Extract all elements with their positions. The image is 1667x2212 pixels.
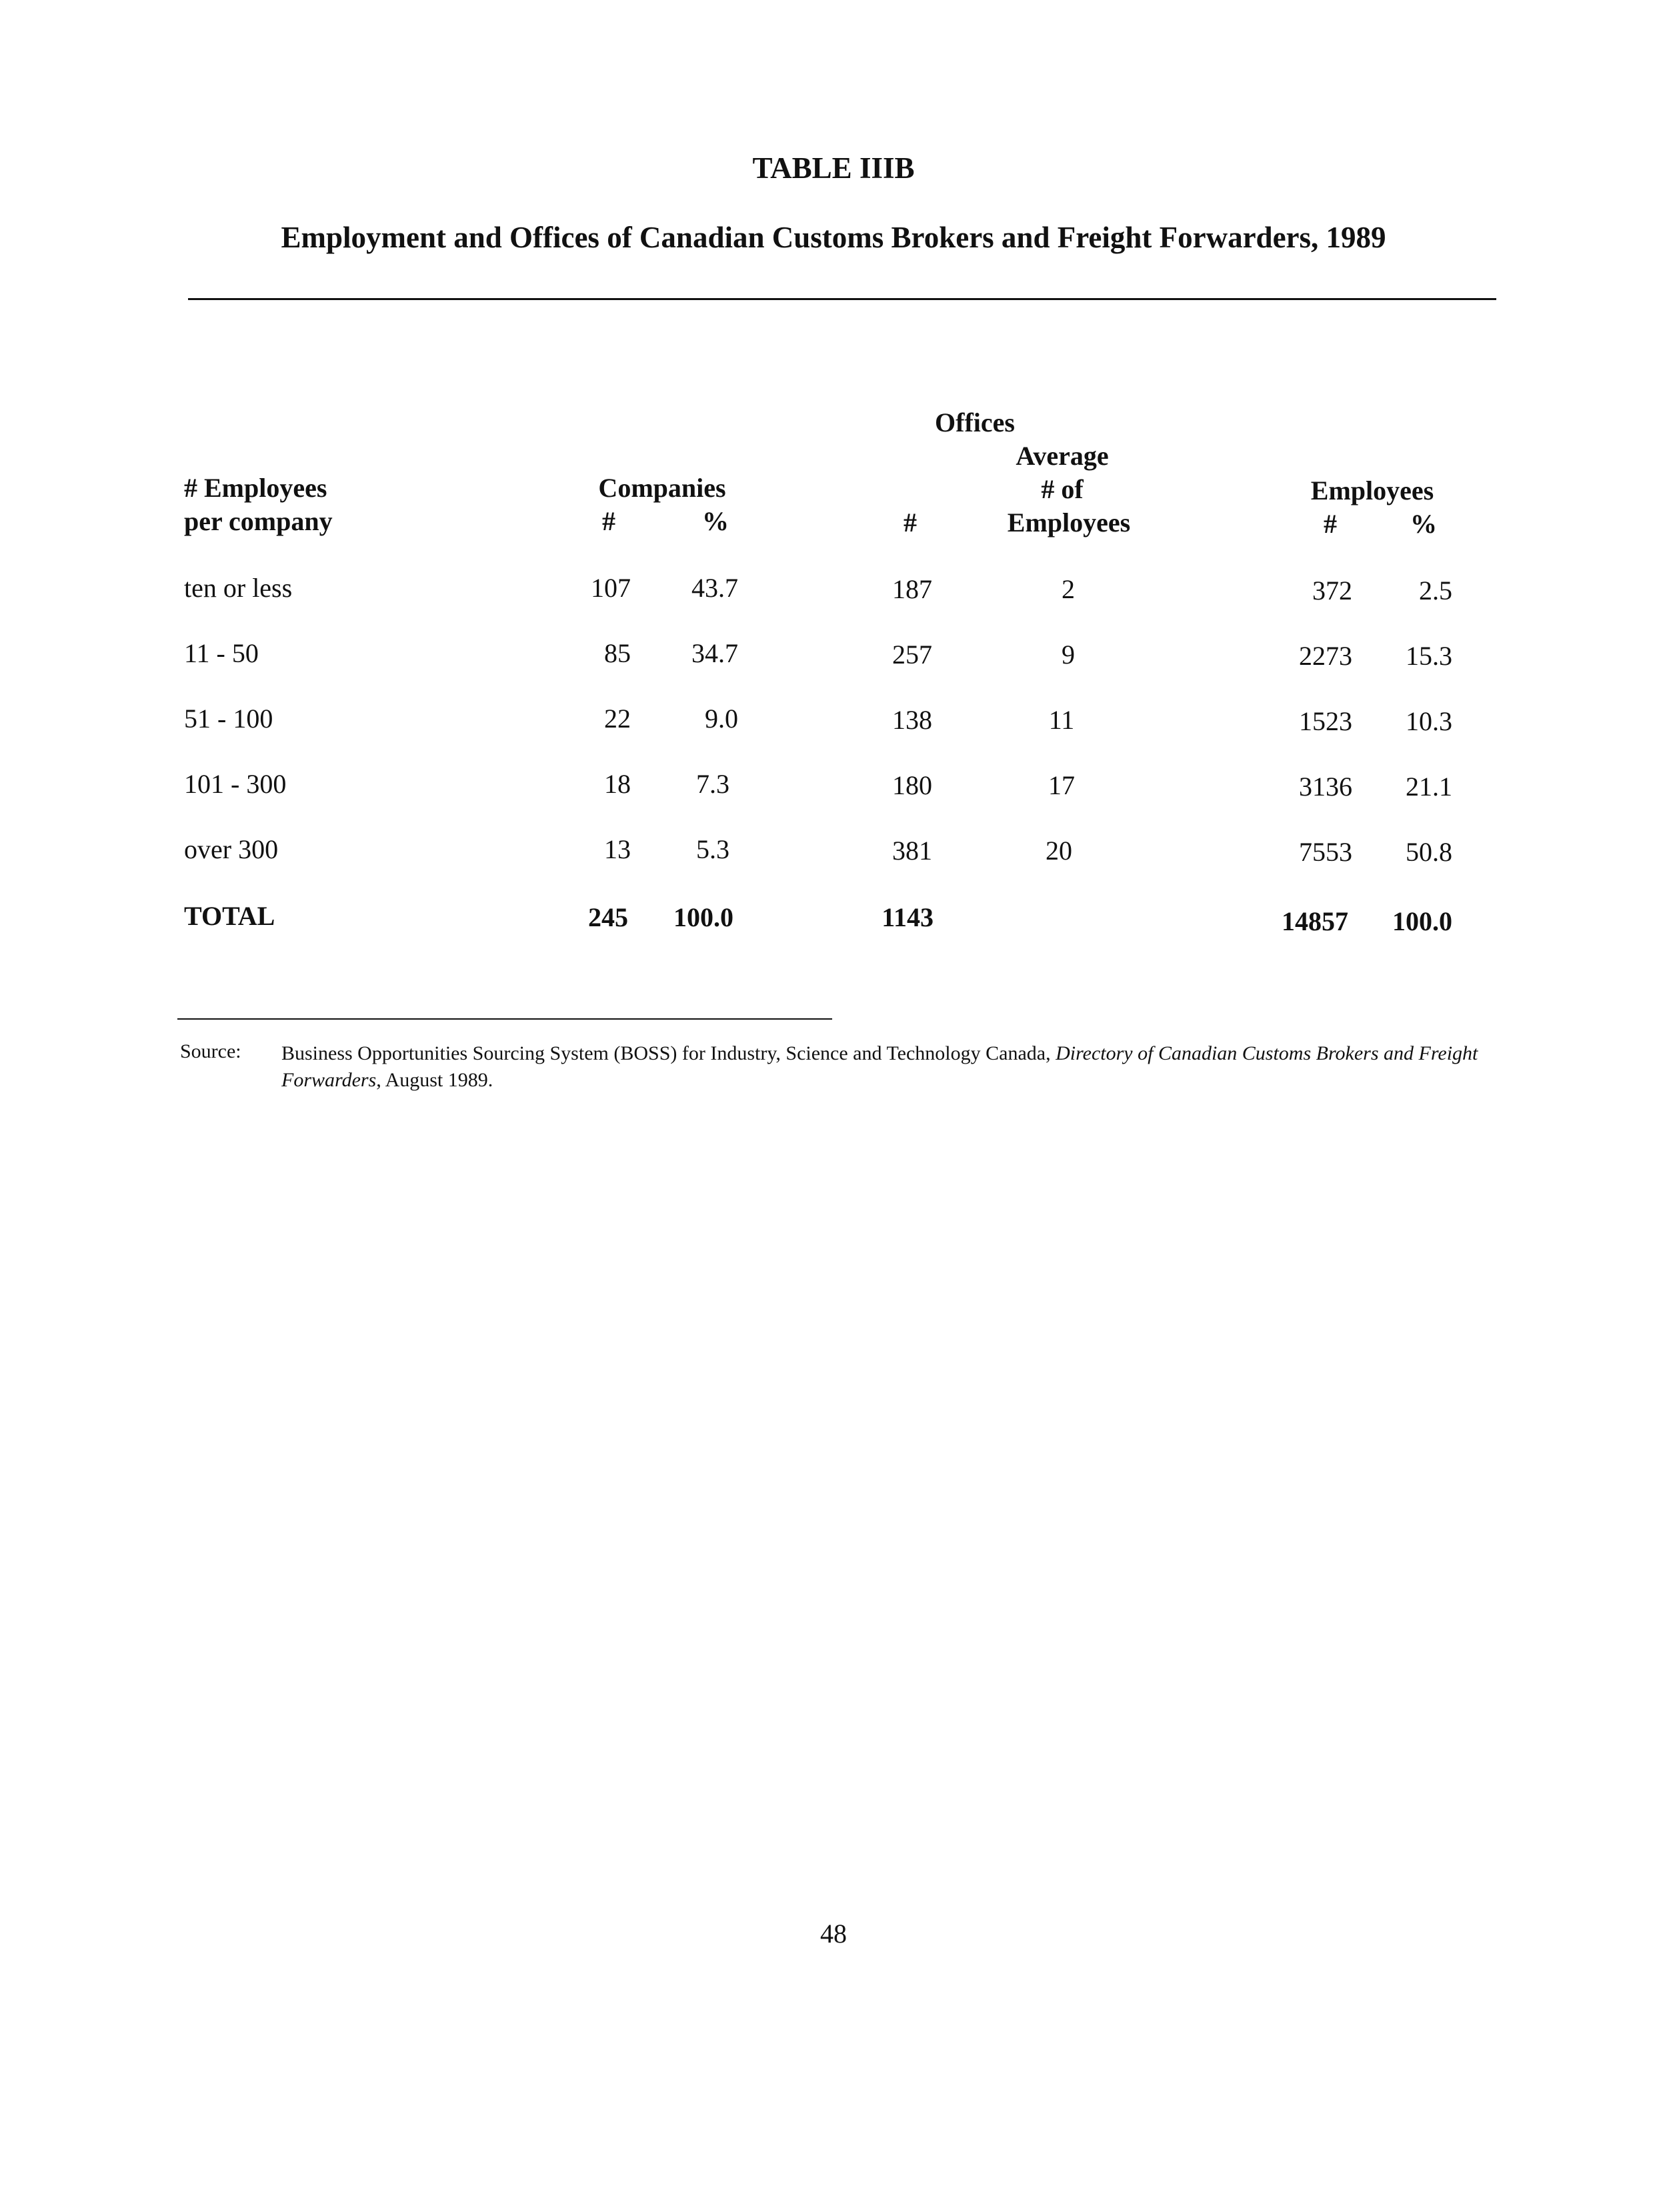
cell-avg-employees: 2	[1062, 574, 1075, 604]
header-employees: Employees	[1310, 475, 1434, 505]
cell-avg-employees: 17	[1048, 770, 1075, 800]
cell-employees-pct: 10.3	[1406, 706, 1452, 736]
cell-companies-num: 18	[604, 769, 631, 799]
cell-employees-pct: 2.5	[1419, 576, 1452, 606]
page-number: 48	[820, 1919, 847, 1949]
cell-employees-num: 3136	[1299, 772, 1352, 802]
cell-avg-employees: 11	[1048, 705, 1075, 735]
cell-companies-pct: 43.7	[691, 573, 738, 603]
source-text-italic: Directory of Canadian Customs Brokers and Freight Forwarders	[281, 1042, 1478, 1091]
title-rule	[188, 298, 1496, 300]
cell-avg-employees: 9	[1062, 640, 1075, 670]
source-rule	[177, 1018, 832, 1020]
header-offices: Offices	[935, 407, 1015, 437]
cell-companies-num: 13	[604, 834, 631, 864]
cell-employees-pct: 21.1	[1406, 772, 1452, 802]
table-label: TABLE IIIB	[752, 151, 915, 185]
row-label: 101 - 300	[184, 769, 287, 799]
header-employees-per-company-line2: per company	[184, 506, 333, 536]
cell-offices-num: 180	[892, 770, 932, 800]
total-employees-num: 14857	[1282, 906, 1348, 936]
cell-companies-num: 107	[591, 573, 631, 603]
source-note	[281, 1040, 1495, 1094]
total-companies-pct: 100.0	[673, 902, 733, 932]
cell-avg-employees: 20	[1046, 836, 1072, 866]
row-label: 51 - 100	[184, 704, 273, 734]
table-title: Employment and Offices of Canadian Customs Brokers and Freight Forwarders, 1989	[281, 221, 1386, 254]
source-text-plain: Business Opportunities Sourcing System (BOSS) for Industry, Science and Technology Canada,	[281, 1042, 1051, 1064]
row-label: ten or less	[184, 573, 293, 603]
total-companies-num: 245	[588, 902, 628, 932]
total-offices-num: 1143	[882, 902, 934, 932]
cell-companies-num: 22	[604, 704, 631, 734]
header-companies: Companies	[598, 473, 726, 503]
cell-offices-num: 257	[892, 640, 932, 670]
header-average-line3: Employees	[1007, 507, 1131, 537]
total-label: TOTAL	[184, 901, 275, 931]
header-average-line2: # of	[1041, 474, 1084, 504]
header-companies-num: #	[602, 506, 615, 536]
header-offices-num: #	[904, 507, 917, 537]
header-employees-per-company-line1: # Employees	[184, 473, 327, 503]
header-employees-pct: %	[1410, 509, 1437, 539]
source-text-end: , August 1989.	[376, 1069, 493, 1091]
cell-companies-pct: 34.7	[691, 638, 738, 668]
cell-employees-num: 372	[1312, 576, 1352, 606]
header-average-line1: Average	[1016, 441, 1109, 471]
cell-companies-pct: 5.3	[696, 834, 729, 864]
cell-offices-num: 138	[892, 705, 932, 735]
cell-companies-num: 85	[604, 638, 631, 668]
cell-offices-num: 381	[892, 836, 932, 866]
row-label: 11 - 50	[184, 638, 259, 668]
cell-employees-pct: 50.8	[1406, 837, 1452, 867]
total-employees-pct: 100.0	[1392, 906, 1452, 936]
cell-employees-num: 2273	[1299, 641, 1352, 671]
cell-companies-pct: 9.0	[705, 704, 738, 734]
cell-employees-pct: 15.3	[1406, 641, 1452, 671]
cell-offices-num: 187	[892, 574, 932, 604]
source-label: Source:	[180, 1040, 241, 1062]
cell-employees-num: 7553	[1299, 837, 1352, 867]
row-label: over 300	[184, 834, 279, 864]
cell-companies-pct: 7.3	[696, 769, 729, 799]
cell-employees-num: 1523	[1299, 706, 1352, 736]
header-employees-num: #	[1324, 509, 1337, 539]
header-companies-pct: %	[702, 506, 729, 536]
